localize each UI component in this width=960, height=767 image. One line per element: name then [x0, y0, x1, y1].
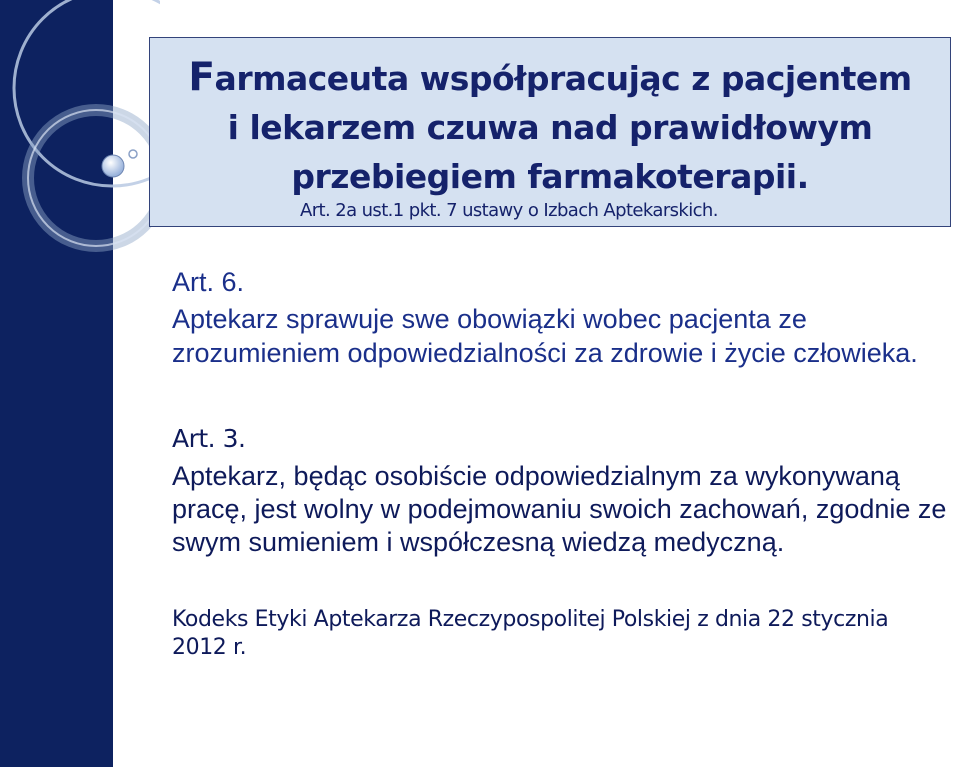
sidebar-band [0, 0, 113, 767]
title-line-1 [150, 53, 950, 103]
source-note: Kodeks Etyki Aptekarza Rzeczypospolitej Polskiej z dnia 22 stycznia 2012 r. [172, 607, 889, 660]
title-line-2: i lekarzem czuwa nad prawidłowym [227, 108, 873, 147]
small-dot [129, 150, 137, 158]
art3-heading: Art. 3. [172, 424, 246, 453]
title-first-letter: F [188, 55, 215, 100]
title-line-3: przebiegiem farmakoterapii. [291, 157, 809, 196]
page-title [150, 53, 950, 201]
title-box [149, 37, 951, 227]
title-line-1-rest: armaceuta współpracując z pacjentem [214, 59, 912, 98]
art3-text: Aptekarz, będąc osobiście odpowiedzialnym za wykonywaną pracę, jest wolny w podejmowaniu swoich zachowań, zgodnie ze swym sumieniem i współczesną wiedzą medyczną. [172, 461, 947, 557]
title-source: Art. 2a ust.1 pkt. 7 ustawy o Izbach Aptekarskich. [300, 200, 718, 221]
art6-text: Aptekarz sprawuje swe obowiązki wobec pacjenta ze zrozumieniem odpowiedzialności za zdrowie i życie człowieka. [172, 304, 918, 368]
art6-heading: Art. 6. [172, 267, 245, 297]
